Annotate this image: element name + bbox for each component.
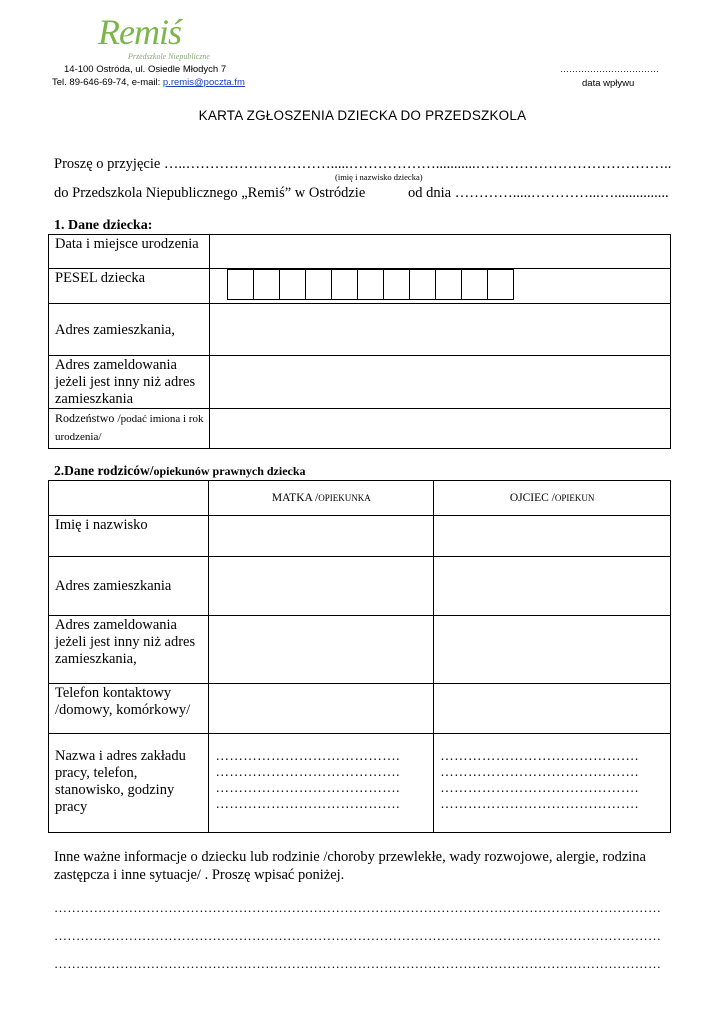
- child-name-field[interactable]: Proszę o przyjęcie …..………………………….....………………...........…………………………………..: [54, 156, 672, 172]
- child-name-caption: (imię i nazwisko dziecka): [335, 172, 423, 182]
- table-header-row: [49, 481, 671, 516]
- table-row: [49, 734, 671, 833]
- label-cell: [49, 269, 210, 304]
- mother-name-input[interactable]: [209, 516, 434, 557]
- address-line: 14-100 Ostróda, ul. Osiedle Młodych 7: [64, 64, 227, 75]
- table-row: [49, 356, 671, 409]
- contact-line: [52, 77, 245, 88]
- table-row: [49, 409, 671, 449]
- siblings-label-main: Rodzeństwo /: [55, 411, 121, 425]
- label-cell: [49, 557, 209, 616]
- logo-subtitle: Przedszkole Niepubliczne: [128, 52, 210, 61]
- label-cell: [49, 356, 210, 409]
- label-cell: [49, 734, 209, 833]
- parents-data-table: [48, 480, 671, 833]
- pesel-digit-box[interactable]: [279, 269, 306, 300]
- additional-info-line[interactable]: …………………………………………………………………………………………………………………………: [54, 956, 662, 971]
- father-header-sublabel: OPIEKUN: [554, 492, 595, 503]
- registration-input[interactable]: [209, 356, 670, 409]
- residence-label: Adres zamieszkania,: [55, 321, 175, 338]
- pesel-digit-box[interactable]: [409, 269, 436, 300]
- parent-residence-label: Adres zamieszkania: [55, 578, 172, 594]
- table-row: [49, 616, 671, 684]
- residence-input[interactable]: [209, 304, 670, 356]
- siblings-label-note: podać imiona i rok urodzenia/: [55, 413, 204, 443]
- mother-workplace-input[interactable]: [209, 734, 434, 833]
- table-row: [49, 235, 671, 269]
- parent-workplace-label: Nazwa i adres zakładu pracy, telefon, stanowisko, godziny pracy: [55, 748, 186, 815]
- date-received-label: data wpływu: [582, 78, 635, 89]
- mother-workplace-dots: …………………………………. …………………………………. …………………………………. ………………………………….: [215, 748, 400, 811]
- contact-prefix: Tel. 89-646-69-74, e-mail:: [52, 77, 163, 88]
- label-cell: [49, 304, 210, 356]
- table-row: [49, 557, 671, 616]
- additional-info-line[interactable]: …………………………………………………………………………………………………………………………: [54, 928, 662, 943]
- pesel-digit-box[interactable]: [253, 269, 280, 300]
- label-cell: [49, 616, 209, 684]
- parent-registration-label: Adres zameldowania jeżeli jest inny niż adres zamieszkania,: [55, 617, 196, 667]
- birth-date-input[interactable]: [209, 235, 670, 269]
- additional-info-text: Inne ważne informacje o dziecku lub rodzinie /choroby przewlekłe, wady rozwojowe, alergie, rodzina zastępcza i inne sytuacje/ . Proszę wpisać poniżej.: [54, 849, 646, 883]
- mother-phone-input[interactable]: [209, 684, 434, 734]
- empty-header-cell: [49, 481, 209, 516]
- logo: [98, 12, 208, 64]
- email-link[interactable]: p.remis@poczta.fm: [162, 77, 245, 88]
- pesel-digit-box[interactable]: [461, 269, 488, 300]
- pesel-digit-box[interactable]: [435, 269, 462, 300]
- preschool-line: do Przedszkola Niepublicznego „Remiś” w Ostródzie: [54, 185, 366, 201]
- mother-registration-input[interactable]: [209, 616, 434, 684]
- pesel-digit-box[interactable]: [227, 269, 254, 300]
- registration-label: Adres zameldowania jeżeli jest inny niż adres zamieszkania: [55, 357, 196, 407]
- section-parents-heading: [54, 463, 306, 479]
- page-title: KARTA ZGŁOSZENIA DZIECKA DO PRZEDSZKOLA: [198, 108, 527, 123]
- birth-date-label: Data i miejsce urodzenia: [55, 236, 199, 252]
- pesel-digit-box[interactable]: [357, 269, 384, 300]
- additional-info-line[interactable]: …………………………………………………………………………………………………………………………: [54, 900, 662, 915]
- pesel-digit-box[interactable]: [383, 269, 410, 300]
- table-row: [49, 684, 671, 734]
- pesel-label: PESEL dziecka: [55, 270, 146, 286]
- label-cell: [49, 516, 209, 557]
- table-row: [49, 269, 671, 304]
- pesel-boxes: [228, 269, 670, 300]
- pesel-digit-box[interactable]: [331, 269, 358, 300]
- father-header-label: OJCIEC /: [509, 491, 555, 504]
- table-row: [49, 516, 671, 557]
- mother-column-header: [209, 481, 434, 516]
- label-cell: [49, 684, 209, 734]
- section-parents-heading-rest: opiekunów prawnych dziecka: [153, 464, 306, 478]
- child-data-table: [48, 234, 671, 449]
- father-residence-input[interactable]: [434, 557, 671, 616]
- logo-wordmark: Remiś: [98, 12, 181, 52]
- siblings-label: [49, 409, 209, 446]
- parent-phone-label: Telefon kontaktowy /domowy, komórkowy/: [55, 685, 191, 718]
- father-name-input[interactable]: [434, 516, 671, 557]
- section-parents-heading-main: 2.Dane rodziców/: [54, 463, 154, 478]
- father-phone-input[interactable]: [434, 684, 671, 734]
- start-date-field[interactable]: od dnia ………….....…………...…...............: [408, 185, 669, 201]
- father-workplace-dots: ……………………………………. ……………………………………. ……………………………………. …………………………………….: [440, 748, 639, 811]
- father-column-header: [434, 481, 671, 516]
- pesel-digit-box[interactable]: [305, 269, 332, 300]
- date-received-field[interactable]: ……………………………: [560, 64, 659, 74]
- father-registration-input[interactable]: [434, 616, 671, 684]
- father-workplace-input[interactable]: [434, 734, 671, 833]
- parent-name-label: Imię i nazwisko: [55, 517, 148, 533]
- section-child-heading: 1. Dane dziecka:: [54, 218, 153, 233]
- siblings-input[interactable]: [209, 409, 670, 449]
- label-cell: [49, 409, 210, 449]
- mother-residence-input[interactable]: [209, 557, 434, 616]
- table-row: [49, 304, 671, 356]
- mother-header-label: MATKA /: [271, 491, 319, 504]
- mother-header-sublabel: OPIEKUNKA: [318, 492, 371, 503]
- pesel-cell: [209, 269, 670, 304]
- pesel-digit-box[interactable]: [487, 269, 514, 300]
- label-cell: [49, 235, 210, 269]
